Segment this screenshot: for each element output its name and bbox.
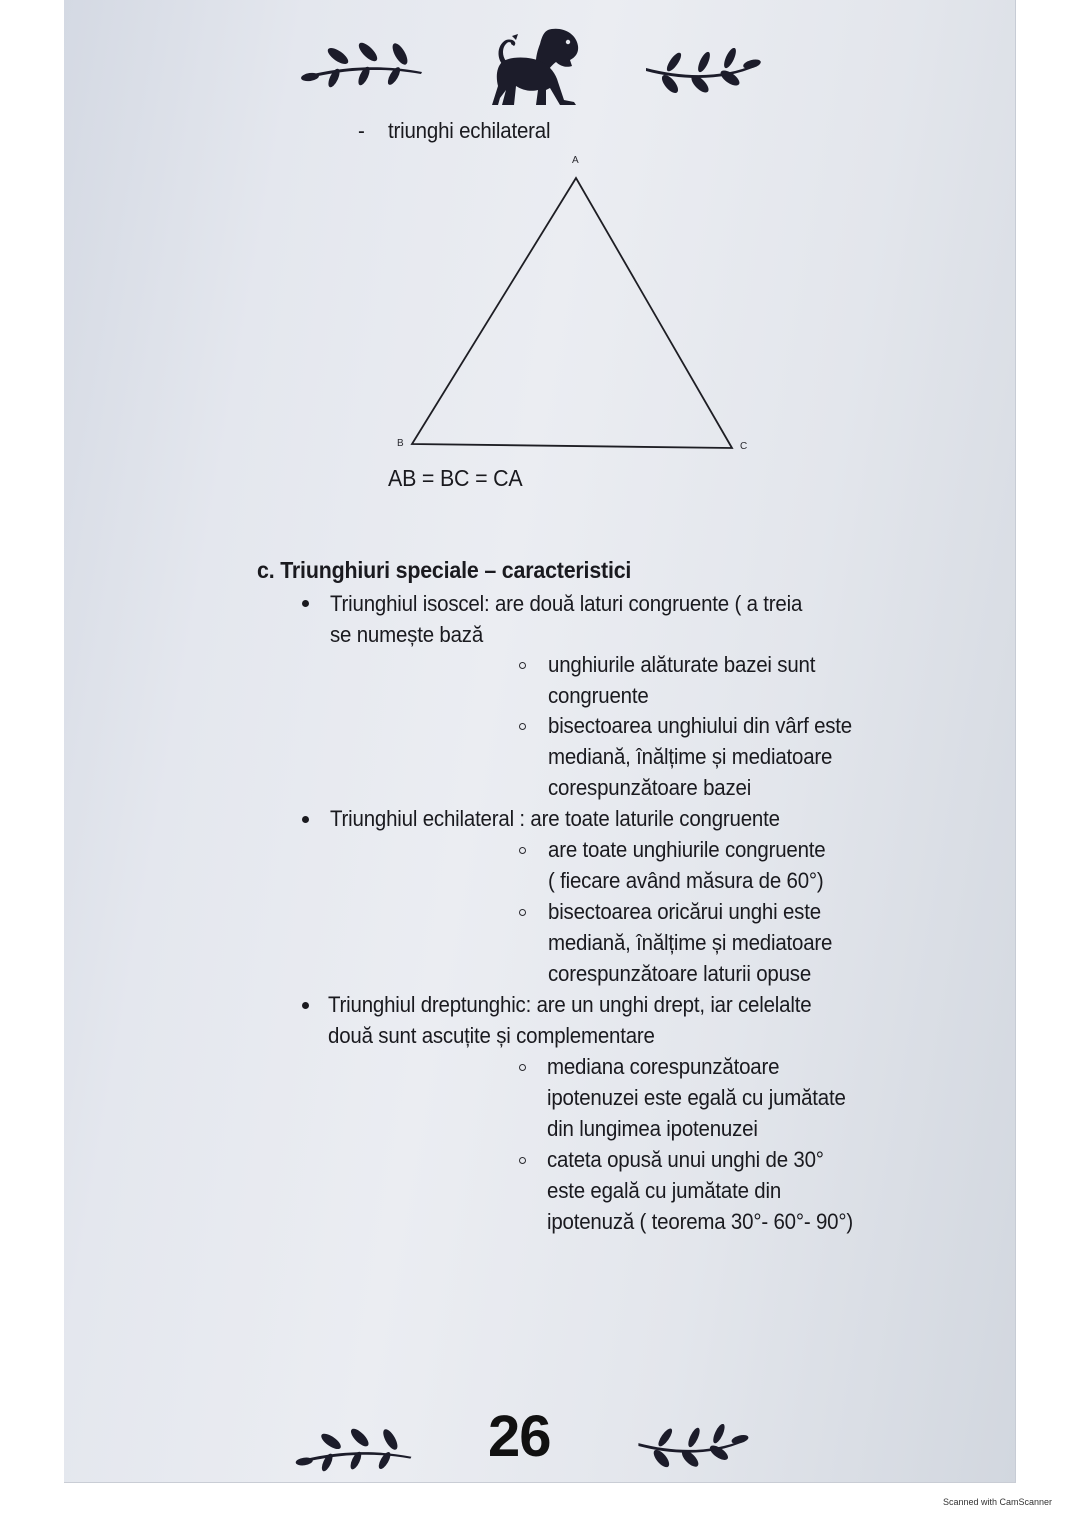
dreptunghic-sub-2-line-2: este egală cu jumătate din: [547, 1178, 782, 1203]
item-echilateral-line-1: Triunghiul echilateral : are toate laturile congruente: [330, 806, 780, 831]
echilateral-sub-1-line-1: are toate unghiurile congruente: [548, 837, 826, 862]
page-number: 26: [488, 1404, 551, 1469]
bullet-icon: [302, 600, 309, 607]
echilateral-sub-2-line-2: mediană, înălțime și mediatoare: [548, 930, 833, 955]
item-isoscel-line-1: Triunghiul isoscel: are două laturi congruente ( a treia: [330, 591, 803, 616]
isoscel-sub-2-line-2: mediană, înălțime și mediatoare: [548, 744, 833, 769]
item-isoscel-line-2: se numește bază: [330, 622, 484, 647]
equilateral-triangle-figure: [394, 150, 754, 465]
dreptunghic-sub-2-line-1: cateta opusă unui unghi de 30°: [547, 1147, 824, 1172]
figure-caption: AB = BC = CA: [388, 465, 523, 491]
sub-bullet-icon: [519, 847, 526, 854]
sub-bullet-icon: [519, 1157, 526, 1164]
sub-bullet-icon: [519, 909, 526, 916]
laurel-left-icon: [294, 1428, 414, 1472]
echilateral-sub-2-line-1: bisectoarea oricărui unghi este: [548, 899, 821, 924]
laurel-left-icon: [300, 42, 424, 88]
lion-icon: [490, 26, 582, 106]
laurel-right-icon: [644, 48, 764, 96]
dreptunghic-sub-1-line-3: din lungimea ipotenuzei: [547, 1116, 758, 1141]
vertex-label-c: C: [740, 441, 748, 452]
isoscel-sub-2-line-1: bisectoarea unghiului din vârf este: [548, 713, 853, 738]
bullet-icon: [302, 1002, 309, 1009]
isoscel-sub-1-line-1: unghiurile alăturate bazei sunt: [548, 652, 816, 677]
vertex-label-a: A: [572, 155, 579, 166]
bullet-icon: [302, 816, 309, 823]
sub-bullet-icon: [519, 723, 526, 730]
laurel-right-icon: [636, 1424, 752, 1470]
intro-text: triunghi echilateral: [388, 118, 551, 143]
section-title: c. Triunghiuri speciale – caracteristici: [257, 557, 632, 583]
sub-bullet-icon: [519, 662, 526, 669]
item-dreptunghic-line-2: două sunt ascuțite și complementare: [328, 1023, 655, 1048]
scanner-watermark: Scanned with CamScanner: [943, 1497, 1053, 1507]
echilateral-sub-2-line-3: corespunzătoare laturii opuse: [548, 961, 812, 986]
dreptunghic-sub-1-line-2: ipotenuzei este egală cu jumătate: [547, 1085, 846, 1110]
dreptunghic-sub-2-line-3: ipotenuză ( teorema 30°- 60°- 90°): [547, 1209, 853, 1234]
isoscel-sub-1-line-2: congruente: [548, 683, 649, 708]
intro-dash: -: [358, 118, 365, 143]
echilateral-sub-1-line-2: ( fiecare având măsura de 60°): [548, 868, 824, 893]
item-dreptunghic-line-1: Triunghiul dreptunghic: are un unghi drept, iar celelalte: [328, 992, 812, 1017]
vertex-label-b: B: [397, 438, 404, 449]
scanned-page: [64, 0, 1016, 1483]
sub-bullet-icon: [519, 1064, 526, 1071]
dreptunghic-sub-1-line-1: mediana corespunzătoare: [547, 1054, 780, 1079]
isoscel-sub-2-line-3: corespunzătoare bazei: [548, 775, 752, 800]
